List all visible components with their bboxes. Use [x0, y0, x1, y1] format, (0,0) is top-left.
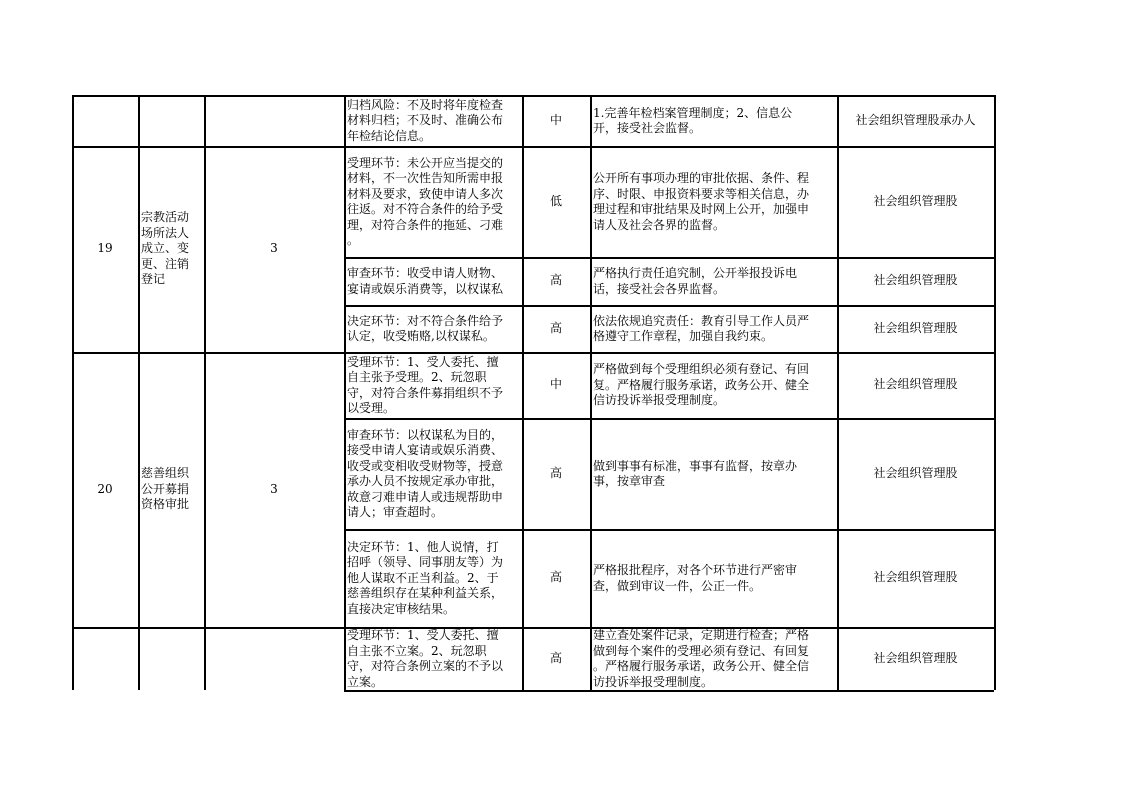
prevention-measure-text: 依法依规追究责任：教育引导工作人员严 格遵守工作章程，加强自我约束。	[593, 313, 810, 343]
risk-point-count	[204, 627, 344, 690]
row-number	[72, 352, 138, 627]
risk-level-text: 高	[549, 320, 562, 335]
risk-level-text: 高	[549, 650, 562, 665]
responsible-dept-text: 社会组织管理股	[873, 570, 958, 585]
prevention-measure	[593, 531, 835, 626]
column-divider	[72, 95, 74, 690]
column-divider	[138, 95, 140, 690]
risk-level-text: 中	[549, 112, 562, 127]
responsible-dept	[837, 627, 994, 690]
prevention-measure	[593, 354, 835, 417]
prevention-measure	[593, 307, 835, 351]
risk-point-count	[204, 146, 344, 352]
risk-description	[347, 354, 520, 417]
prevention-measure	[593, 629, 835, 689]
prevention-measure-text: 公开所有事项办理的审批依据、条件、程 序、时限、申报资料要求等相关信息，办 理过程和审批结果及时网上公开，加强申 请人及社会各界的监督。	[593, 171, 810, 232]
risk-description	[347, 148, 520, 256]
subrow-divider	[344, 257, 994, 259]
responsible-dept	[837, 305, 994, 352]
risk-description-text: 受理环节：1、受人委托、擅 自主张予受理。2、玩忽职 守，对符合条件募捐组织不予 以受理。	[347, 354, 504, 415]
column-divider	[522, 95, 524, 690]
risk-level	[522, 95, 590, 146]
risk-level-text: 高	[549, 570, 562, 585]
item-name-text: 宗教活动 场所法人 成立、变 更、注销 登记	[141, 210, 190, 287]
risk-level-text: 低	[549, 193, 562, 208]
risk-description	[347, 259, 520, 304]
row-divider	[72, 352, 994, 354]
risk-level	[522, 627, 590, 690]
row-number	[72, 95, 138, 146]
risk-description	[347, 420, 520, 528]
risk-description	[347, 307, 520, 351]
row-divider	[72, 146, 994, 148]
risk-point-count	[204, 352, 344, 627]
risk-description-text: 受理环节：1、受人委托、擅 自主张不立案。2、玩忽职 守，对符合条例立案的不予以 立案。	[347, 629, 504, 689]
row-divider	[72, 627, 994, 629]
row-number-text: 19	[97, 241, 113, 256]
responsible-dept-text: 社会组织管理股	[873, 320, 958, 335]
row-number-text: 20	[97, 481, 113, 496]
table-bottom-border	[344, 690, 994, 692]
risk-description-text: 审查环节：收受申请人财物、 宴请或娱乐消费等，以权谋私	[347, 266, 504, 296]
risk-description	[347, 531, 520, 626]
prevention-measure-text: 做到事事有标准，事事有监督，按章办 事，按章审查	[593, 458, 798, 488]
prevention-measure	[593, 259, 835, 304]
risk-level	[522, 418, 590, 529]
item-name	[141, 95, 203, 146]
risk-level	[522, 529, 590, 627]
prevention-measure	[593, 420, 835, 528]
responsible-dept	[837, 95, 994, 146]
row-divider	[72, 95, 994, 97]
responsible-dept	[837, 146, 994, 257]
responsible-dept	[837, 529, 994, 627]
responsible-dept-text: 社会组织管理股承办人	[855, 112, 976, 127]
risk-level-text: 中	[549, 377, 562, 392]
responsible-dept-text: 社会组织管理股	[873, 465, 958, 480]
subrow-divider	[344, 305, 994, 307]
risk-description-text: 受理环节：未公开应当提交的 材料，不一次性告知所需申报 材料及要求，致使申请人多次 往返。对不符合条件的给予受 理，对符合条件的拖延、刁难 。	[347, 155, 504, 247]
item-name-text: 慈善组织 公开募捐 资格审批	[141, 466, 190, 512]
risk-description-text: 审查环节：以权谋私为目的， 接受申请人宴请或娱乐消费、 收受或变相收受财物等，授意 承办人员不按规定承办审批， 故意刁难申请人或违规帮助申 请人；审查超时。	[347, 427, 504, 519]
risk-level	[522, 305, 590, 352]
responsible-dept-text: 社会组织管理股	[873, 377, 958, 392]
responsible-dept-text: 社会组织管理股	[873, 193, 958, 208]
row-number	[72, 627, 138, 690]
subrow-divider	[344, 418, 994, 420]
risk-description-text: 决定环节：1、他人说情，打 招呼（领导、同事朋友等）为 他人谋取不正当利益。2、于 慈善组织存在某种利益关系， 直接决定审核结果。	[347, 539, 504, 616]
responsible-dept	[837, 257, 994, 305]
risk-description-text: 归档风险：不及时将年度检查 材料归档；不及时、准确公布 年检结论信息。	[347, 97, 504, 143]
risk-description-text: 决定环节：对不符合条件给予 认定，收受贿赂,以权谋私。	[347, 313, 504, 343]
risk-level-text: 高	[549, 273, 562, 288]
item-name	[141, 146, 203, 352]
prevention-measure-text: 严格做到每个受理组织必须有登记、有回 复。严格履行服务承诺，政务公开、健全 信访投诉举报受理制度。	[593, 362, 810, 408]
prevention-measure-text: 1.完善年检档案管理制度；2、信息公 开，接受社会监督。	[593, 105, 793, 135]
risk-level-text: 高	[549, 465, 562, 480]
risk-point-count	[204, 95, 344, 146]
column-divider	[344, 95, 346, 690]
prevention-measure	[593, 97, 835, 145]
risk-level	[522, 257, 590, 305]
column-divider	[204, 95, 206, 690]
item-name	[141, 627, 203, 690]
risk-description	[347, 97, 520, 145]
responsible-dept	[837, 352, 994, 418]
item-name	[141, 352, 203, 627]
subrow-divider	[344, 529, 994, 531]
risk-level	[522, 146, 590, 257]
risk-level	[522, 352, 590, 418]
responsible-dept	[837, 418, 994, 529]
column-divider	[994, 95, 996, 690]
column-divider	[837, 95, 839, 690]
prevention-measure-text: 严格报批程序，对各个环节进行严密审 查，做到审议一件，公正一件。	[593, 563, 798, 593]
responsible-dept-text: 社会组织管理股	[873, 273, 958, 288]
prevention-measure-text: 建立查处案件记录，定期进行检查；严格 做到每个案件的受理必须有登记、有回复 。严格履行服务承诺，政务公开、健全信 访投诉举报受理制度。	[593, 629, 810, 689]
column-divider	[590, 95, 592, 690]
row-number	[72, 146, 138, 352]
risk-description	[347, 629, 520, 689]
prevention-measure-text: 严格执行责任追究制，公开举报投诉电 话，接受社会各界监督。	[593, 266, 798, 296]
risk-point-count-text: 3	[270, 241, 278, 256]
responsible-dept-text: 社会组织管理股	[873, 650, 958, 665]
prevention-measure	[593, 148, 835, 256]
risk-point-count-text: 3	[270, 481, 278, 496]
